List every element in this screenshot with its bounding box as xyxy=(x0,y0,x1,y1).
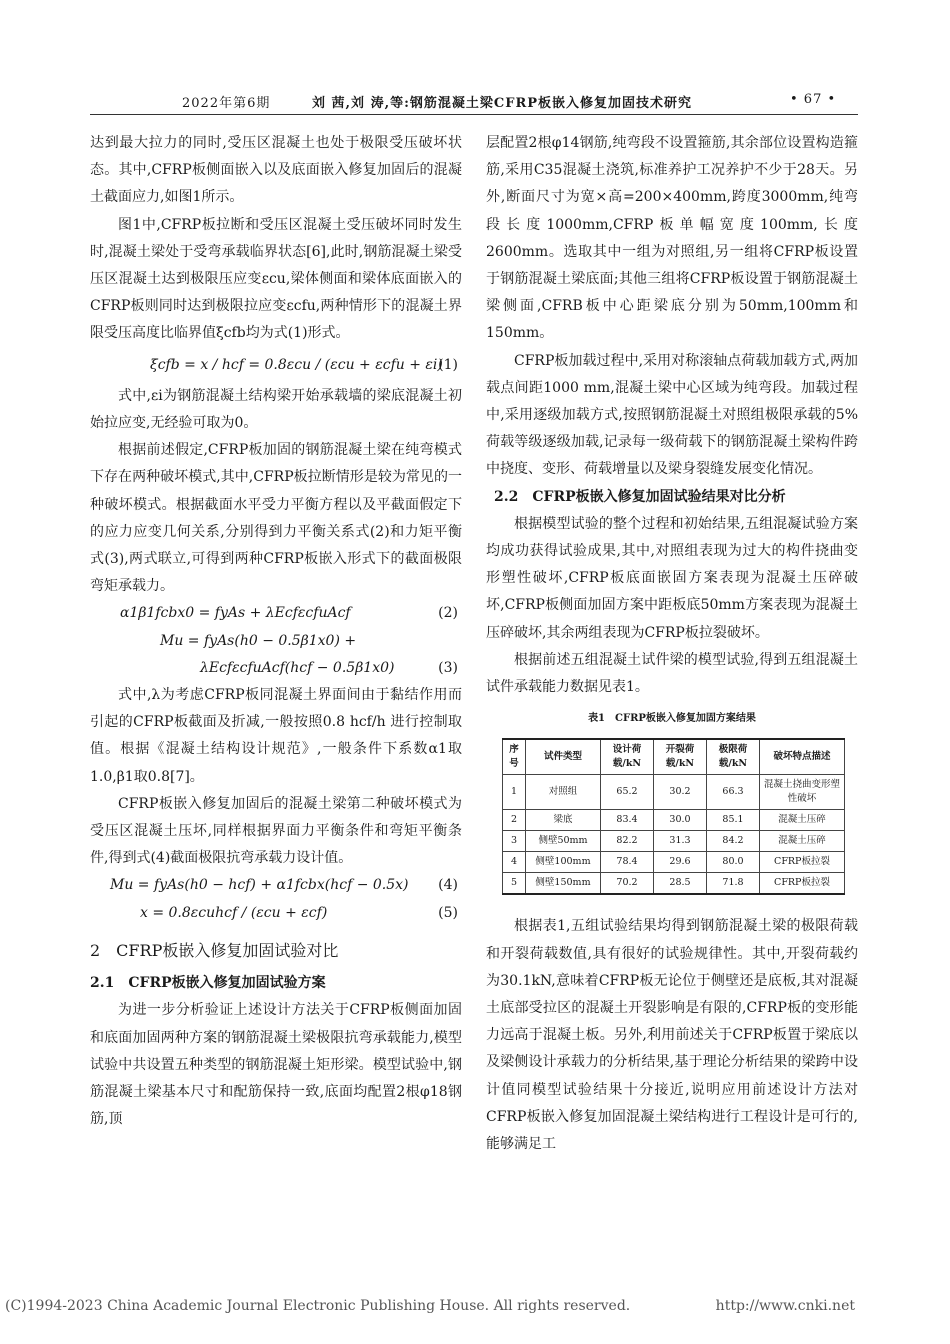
section-heading: 2 CFRP板嵌入修复加固试验对比 xyxy=(90,940,339,960)
table-cell: 混凝土压碎 xyxy=(760,810,845,831)
subsection-heading: 2.1 CFRP板嵌入修复加固试验方案 xyxy=(90,975,326,992)
paragraph: CFRP板嵌入修复加固后的混凝土梁第二种破坏模式为受压区混凝土压坏,同样根据界面力平衡条件和弯矩平衡条件,得到式(4)截面极限抗弯承载力设计值。 xyxy=(90,795,462,867)
table-row xyxy=(503,775,845,810)
table-row xyxy=(503,852,845,873)
header-issue: 2022年第6期 xyxy=(182,96,271,111)
table-cell: 78.4 xyxy=(601,852,654,873)
table-cell: 83.4 xyxy=(601,810,654,831)
paragraph: 图1中,CFRP板拉断和受压区混凝土受压破坏同时发生时,混凝土梁处于受弯承载临界状态[6],此时,钢筋混凝土梁受压区混凝土达到极限压应变εcu,梁体侧面和梁体底面嵌入的CFRP板则同时达到极限拉应变εcfu,两种情形下的混凝土界限受压高度比临界值ξcfb均为式(1)形式。 xyxy=(90,216,462,342)
table-header: 序号 xyxy=(503,739,526,775)
paragraph: 根据模型试验的整个过程和初始结果,五组混凝试验方案均成功获得试验成果,其中,对照组表现为过大的构件挠曲变形塑性破坏,CFRP板底面嵌固方案表现为混凝土压碎破坏,CFRP板侧面加固方案中距板底50mm方案表现为混凝土压碎破坏,其余两组表现为CFRP板拉裂破坏。 xyxy=(486,515,858,641)
table-cell: 2 xyxy=(503,810,526,831)
table-row xyxy=(503,873,845,895)
table-cell: 85.1 xyxy=(707,810,760,831)
left-column xyxy=(90,130,462,1133)
table-cell: CFRP板拉裂 xyxy=(760,873,845,895)
paragraph: 式中,λ为考虑CFRP板同混凝土界面间由于黏结作用而引起的CFRP板截面及折减,一般按照0.8 hcf/h 进行控制取值。根据《混凝土结构设计规范》,一般条件下系数α1取1.0,β1取0.8[7]。 xyxy=(90,687,462,785)
table-cell: 70.2 xyxy=(601,873,654,895)
table-header: 极限荷载/kN xyxy=(707,739,760,775)
table-cell: CFRP板拉裂 xyxy=(760,852,845,873)
table-cell: 侧壁50mm xyxy=(526,831,601,852)
table-cell: 82.2 xyxy=(601,831,654,852)
table-cell: 侧壁150mm xyxy=(526,873,601,895)
equation-1: ξcfb = x / hcf = 0.8εcu / (εcu + εcfu + εi) (1) xyxy=(150,356,458,373)
right-column xyxy=(486,130,858,1158)
table-cell: 31.3 xyxy=(654,831,707,852)
header-page: • 67 • xyxy=(790,92,837,107)
header-title: 刘 茜,刘 涛,等:钢筋混凝土梁CFRP板嵌入修复加固技术研究 xyxy=(312,96,693,111)
equation-3a: Mu = fyAs(h0 − 0.5β1x0) + xyxy=(160,632,357,649)
paragraph: 为进一步分析验证上述设计方法关于CFRP板侧面加固和底面加固两种方案的钢筋混凝土梁极限抗弯承载能力,模型试验中共设置五种类型的钢筋混凝土矩形梁。模型试验中,钢筋混凝土梁基本尺寸和配筋保持一致,底面均配置2根φ18钢筋,顶 xyxy=(90,1002,462,1128)
table-cell: 84.2 xyxy=(707,831,760,852)
table-cell: 80.0 xyxy=(707,852,760,873)
table-cell: 4 xyxy=(503,852,526,873)
table-header: 破坏特点描述 xyxy=(760,739,845,775)
table-header: 试件类型 xyxy=(526,739,601,775)
table-cell: 1 xyxy=(503,775,526,810)
site-link[interactable]: http://www.cnki.net xyxy=(715,1298,855,1314)
table-cell: 30.2 xyxy=(654,775,707,810)
table-caption: 表1 CFRP板嵌入修复加固方案结果 xyxy=(588,713,756,725)
table-header: 设计荷载/kN xyxy=(601,739,654,775)
table-cell: 65.2 xyxy=(601,775,654,810)
table-cell: 29.6 xyxy=(654,852,707,873)
paragraph: 根据表1,五组试验结果均得到钢筋混凝土梁的极限荷载和开裂荷载数值,具有很好的试验规律性。其中,开裂荷载约为30.1kN,意味着CFRP板无论位于侧壁还是底板,其对混凝土底部受拉区的混凝土开裂影响是有限的,CFRP板的变形能力远高于混凝土板。另外,利用前述关于CFRP板置于梁底以及梁侧设计承载力的分析结果,基于理论分析结果的梁跨中设计值同模型试验结果十分接近,说明应用前述设计方法对CFRP板嵌入修复加固混凝土梁结构进行工程设计是可行的,能够满足工 xyxy=(486,918,858,1153)
table-cell: 28.5 xyxy=(654,873,707,895)
paragraph: 达到最大拉力的同时,受压区混凝土也处于极限受压破坏状态。其中,CFRP板侧面嵌入以及底面嵌入修复加固后的混凝土截面应力,如图1所示。 xyxy=(90,135,462,206)
copyright-text: (C)1994-2023 China Academic Journal Electronic Publishing House. All rights reserved. xyxy=(5,1298,631,1314)
table-cell: 侧壁100mm xyxy=(526,852,601,873)
table-cell: 71.8 xyxy=(707,873,760,895)
paragraph: 式中,εi为钢筋混凝土结构梁开始承载墙的梁底混凝土初始拉应变,无经验可取为0。 xyxy=(90,387,462,432)
subsection-heading: 2.2 CFRP板嵌入修复加固试验结果对比分析 xyxy=(494,488,786,505)
table-cell: 30.0 xyxy=(654,810,707,831)
paragraph: 层配置2根φ14钢筋,纯弯段不设置箍筋,其余部位设置构造箍筋,采用C35混凝土浇筑,标准养护工况养护不少于28天。另外,断面尺寸为宽×高=200×400mm,跨度3000mm,纯弯段长度1000mm,CFRP板单幅宽度100mm,长度2600mm。选取其中一组为对照组,另一组将CFRP板设置于钢筋混凝土梁底面;其他三组将CFRP板设置于钢筋混凝土梁侧面,CFRB板中心距梁底分别为50mm,100mm和150mm。 xyxy=(486,135,858,342)
table-row xyxy=(503,810,845,831)
paragraph: 根据前述假定,CFRP板加固的钢筋混凝土梁在纯弯模式下存在两种破坏模式,其中,CFRP板拉断情形是较为常见的一种破坏模式。根据截面水平受力平衡方程以及平截面假定下的应力应变几何关系,分别得到力平衡关系式(2)和力矩平衡式(3),两式联立,可得到两种CFRP板嵌入形式下的截面极限弯矩承载力。 xyxy=(90,442,462,595)
equation-4: Mu = fyAs(h0 − hcf) + α1fcbx(hcf − 0.5x) (4) xyxy=(110,877,458,894)
paragraph: 根据前述五组混凝土试件梁的模型试验,得到五组混凝土试件承载能力数据见表1。 xyxy=(486,651,858,696)
paragraph: CFRP板加载过程中,采用对称滚轴点荷载加载方式,两加载点间距1000 mm,混凝土梁中心区域为纯弯段。加载过程中,采用逐级加载方式,按照钢筋混凝土对照组极限承载的5%荷载等级逐级加载,记录每一级荷载下的钢筋混凝土梁构件跨中挠度、变形、荷载增量以及梁身裂缝发展变化情况。 xyxy=(486,352,858,478)
table-cell: 混凝土挠曲变形塑性破坏 xyxy=(760,775,845,810)
table-cell: 梁底 xyxy=(526,810,601,831)
table-cell: 5 xyxy=(503,873,526,895)
equation-5: x = 0.8εcuhcf / (εcu + εcf) (5) xyxy=(140,904,458,921)
table-row xyxy=(503,831,845,852)
equation-3b: λEcfεcfuAcf(hcf − 0.5β1x0) (3) xyxy=(200,659,458,676)
results-table xyxy=(502,738,845,895)
table-header: 开裂荷载/kN xyxy=(654,739,707,775)
table-cell: 对照组 xyxy=(526,775,601,810)
header-rule xyxy=(90,114,858,115)
table-cell: 3 xyxy=(503,831,526,852)
table-cell: 混凝土压碎 xyxy=(760,831,845,852)
table-cell: 66.3 xyxy=(707,775,760,810)
equation-2: α1β1fcbx0 = fyAs + λEcfεcfuAcf (2) xyxy=(120,605,458,622)
